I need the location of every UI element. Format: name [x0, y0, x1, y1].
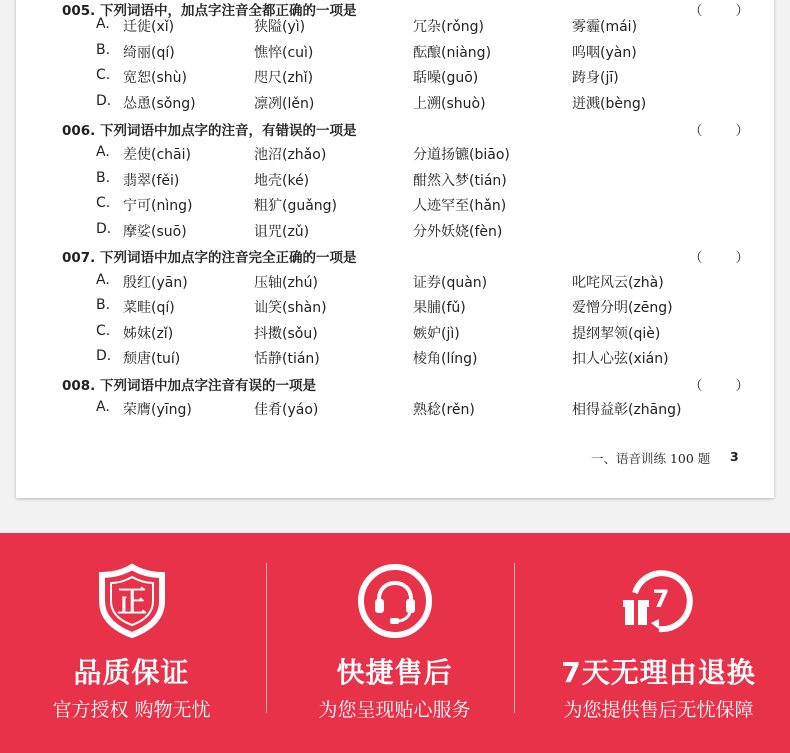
question-005-stem: 005. 下列词语中，加点字注音全都正确的一项是 — [62, 3, 357, 19]
option-word: 人迹罕至(hǎn) — [413, 198, 507, 214]
option-word: 压轴(zhú) — [254, 275, 319, 291]
feature-quality — [0, 533, 263, 753]
option-word: 菜畦(qí) — [123, 300, 175, 316]
svg-text:正: 正 — [116, 585, 147, 620]
option-word: 迸溅(bèng) — [572, 96, 647, 112]
option-word: 狭隘(yì) — [254, 19, 306, 35]
option-word: 嫉妒(jì) — [413, 326, 460, 342]
option-word: 讪笑(shàn) — [254, 300, 327, 316]
option-word: 池沼(zhǎo) — [254, 147, 327, 163]
feature-title: 快捷售后 — [336, 656, 453, 689]
service-banner — [0, 533, 790, 753]
option-word: 地壳(ké) — [254, 173, 310, 189]
option-word: 粗犷(guǎng) — [254, 198, 338, 214]
option-word: 棱角(líng) — [413, 351, 478, 367]
option-label: B. — [96, 170, 111, 186]
option-word: 叱咤风云(zhà) — [572, 275, 664, 291]
document-page — [16, 0, 774, 498]
feature-subtitle: 为您呈现贴心服务 — [318, 699, 471, 721]
option-word: 聒噪(guō) — [413, 70, 479, 86]
seven-day-return-icon — [621, 563, 697, 639]
question-006-answer-blank: （ ） — [689, 123, 751, 139]
option-word: 分外妖娆(fèn) — [413, 224, 503, 240]
option-label: A. — [96, 16, 110, 32]
option-label: A. — [96, 144, 110, 160]
option-word: 怂恿(sǒng) — [123, 96, 196, 112]
option-label: D. — [96, 348, 112, 364]
option-label: B. — [96, 42, 111, 58]
feature-subtitle: 为您提供售后无忧保障 — [563, 699, 754, 721]
option-word: 爱憎分明(zēng) — [572, 300, 673, 316]
option-word: 雾霾(mái) — [572, 19, 638, 35]
feature-title: 7天无理由退换 — [561, 656, 756, 689]
option-word: 迁徙(xǐ) — [123, 19, 175, 35]
shield-zheng-icon — [94, 563, 170, 639]
option-word: 憔悴(cuì) — [254, 45, 314, 61]
option-word: 诅咒(zǔ) — [254, 224, 310, 240]
option-word: 呜咽(yàn) — [572, 45, 637, 61]
question-007-answer-blank: （ ） — [689, 250, 751, 266]
question-006-stem: 006. 下列词语中加点字的注音，有错误的一项是 — [62, 123, 357, 139]
option-word: 扣人心弦(xián) — [572, 351, 669, 367]
question-005-answer-blank: （ ） — [689, 3, 751, 19]
question-007-stem: 007. 下列词语中加点字的注音完全正确的一项是 — [62, 250, 357, 266]
running-footer-section: 一、语音训练 100 题 — [591, 451, 711, 466]
option-word: 酝酿(niàng) — [413, 45, 492, 61]
option-word: 翡翠(fěi) — [123, 173, 180, 189]
option-word: 分道扬镳(biāo) — [413, 147, 510, 163]
option-label: A. — [96, 399, 110, 415]
option-label: C. — [96, 67, 111, 83]
feature-title: 品质保证 — [73, 656, 190, 689]
option-word: 证券(quàn) — [413, 275, 488, 291]
feature-subtitle: 官方授权 购物无忧 — [52, 699, 211, 721]
option-word: 佳肴(yáo) — [254, 402, 319, 418]
option-word: 凛冽(lěn) — [254, 96, 315, 112]
option-word: 荣膺(yīng) — [123, 402, 192, 418]
option-label: C. — [96, 323, 111, 339]
question-008-stem: 008. 下列词语中加点字注音有误的一项是 — [62, 378, 317, 394]
option-word: 果脯(fǔ) — [413, 300, 466, 316]
option-word: 恬静(tián) — [254, 351, 320, 367]
option-word: 踌身(jī) — [572, 70, 619, 86]
option-label: A. — [96, 272, 110, 288]
option-word: 提纲挈领(qiè) — [572, 326, 661, 342]
option-word: 熟稔(rěn) — [413, 402, 475, 418]
svg-text:7: 7 — [652, 585, 669, 613]
question-008-answer-blank: （ ） — [689, 378, 751, 394]
option-word: 差使(chāi) — [123, 147, 191, 163]
option-word: 抖擞(sǒu) — [254, 326, 318, 342]
option-word: 相得益彰(zhāng) — [572, 402, 682, 418]
option-word: 咫尺(zhǐ) — [254, 70, 314, 86]
option-word: 冗杂(rǒng) — [413, 19, 485, 35]
option-label: D. — [96, 93, 112, 109]
option-word: 绮丽(qí) — [123, 45, 175, 61]
option-word: 摩娑(suō) — [123, 224, 187, 240]
option-word: 上溯(shuò) — [413, 96, 486, 112]
feature-after-sales — [263, 533, 526, 753]
option-label: D. — [96, 221, 112, 237]
option-word: 宽恕(shù) — [123, 70, 187, 86]
option-word: 酣然入梦(tián) — [413, 173, 507, 189]
headset-icon — [357, 563, 433, 639]
page-number: 3 — [730, 449, 739, 464]
option-label: B. — [96, 297, 111, 313]
option-label: C. — [96, 195, 111, 211]
option-word: 殷红(yān) — [123, 275, 188, 291]
option-word: 颓唐(tuí) — [123, 351, 181, 367]
option-word: 姊妹(zǐ) — [123, 326, 174, 342]
feature-return — [527, 533, 790, 753]
option-word: 宁可(nìng) — [123, 198, 193, 214]
